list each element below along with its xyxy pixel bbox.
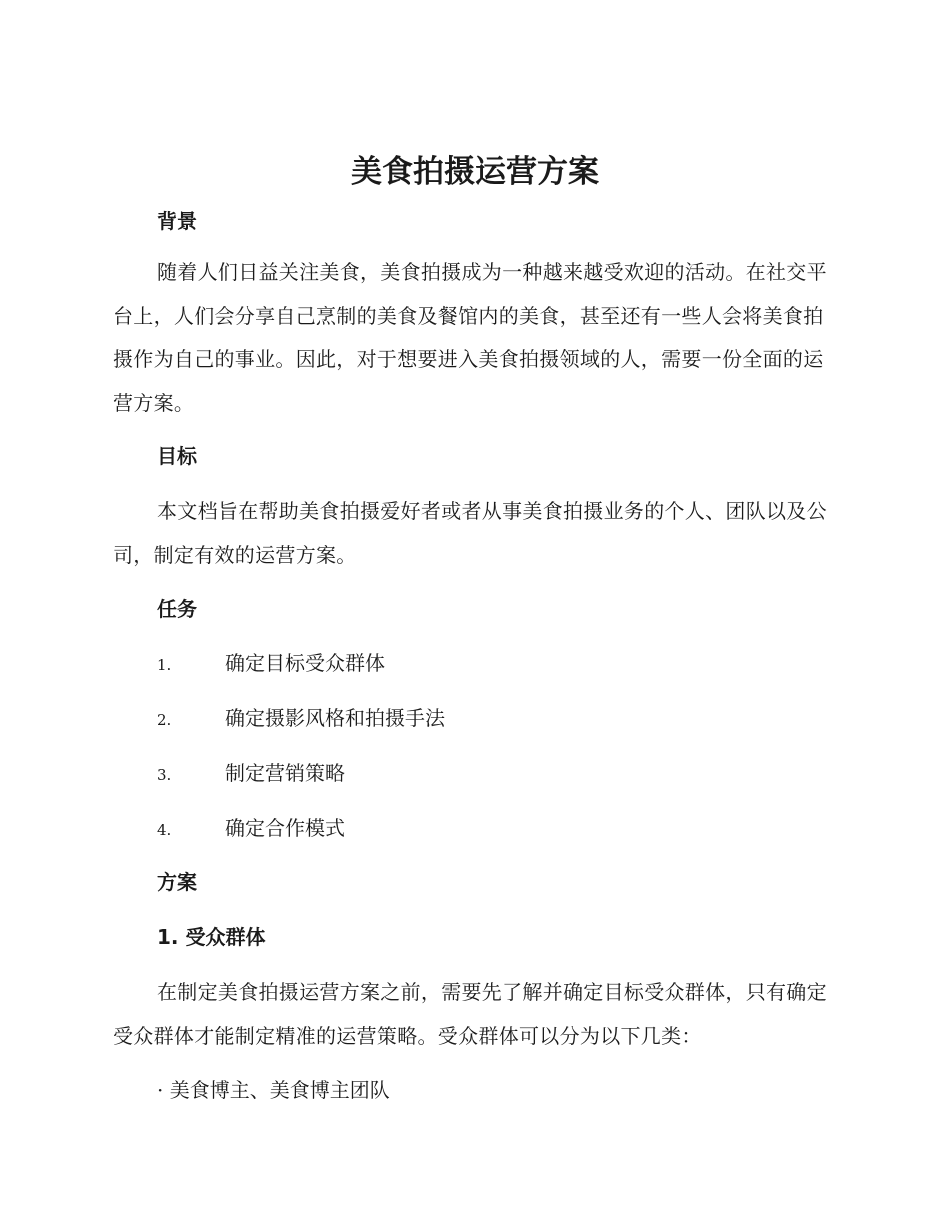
audience-paragraph: 在制定美食拍摄运营方案之前，需要先了解并确定目标受众群体，只有确定受众群体才能制定精准的运营策略。受众群体可以分为以下几类：	[113, 980, 827, 1048]
task-list-item	[157, 649, 385, 679]
section-heading-goal: 目标	[157, 444, 197, 468]
list-text: 确定目标受众群体	[225, 651, 385, 675]
section-heading-background: 背景	[157, 209, 197, 233]
list-text: 确定合作模式	[225, 816, 345, 840]
list-number: 2.	[157, 711, 172, 729]
list-text: 确定摄影风格和拍摄手法	[225, 706, 445, 730]
task-list-item	[157, 759, 345, 789]
list-number: 1.	[157, 656, 172, 674]
task-list-item	[157, 814, 345, 844]
section-heading-plan: 方案	[157, 870, 197, 894]
list-text: 制定营销策略	[225, 761, 345, 785]
goal-paragraph: 本文档旨在帮助美食拍摄爱好者或者从事美食拍摄业务的个人、团队以及公司，制定有效的运营方案。	[113, 499, 827, 567]
background-paragraph: 随着人们日益关注美食，美食拍摄成为一种越来越受欢迎的活动。在社交平台上，人们会分享自己烹制的美食及餐馆内的美食，甚至还有一些人会将美食拍摄作为自己的事业。因此，对于想要进入美食拍摄领域的人，需要一份全面的运营方案。	[113, 260, 827, 415]
subsection-heading-audience: 1. 受众群体	[157, 925, 266, 949]
list-number: 4.	[157, 821, 172, 839]
section-heading-tasks: 任务	[157, 597, 197, 621]
task-list-item	[157, 704, 445, 734]
document-title: 美食拍摄运营方案	[351, 154, 599, 190]
list-number: 3.	[157, 766, 172, 784]
bullet-item: · 美食博主、美食博主团队	[157, 1078, 390, 1102]
